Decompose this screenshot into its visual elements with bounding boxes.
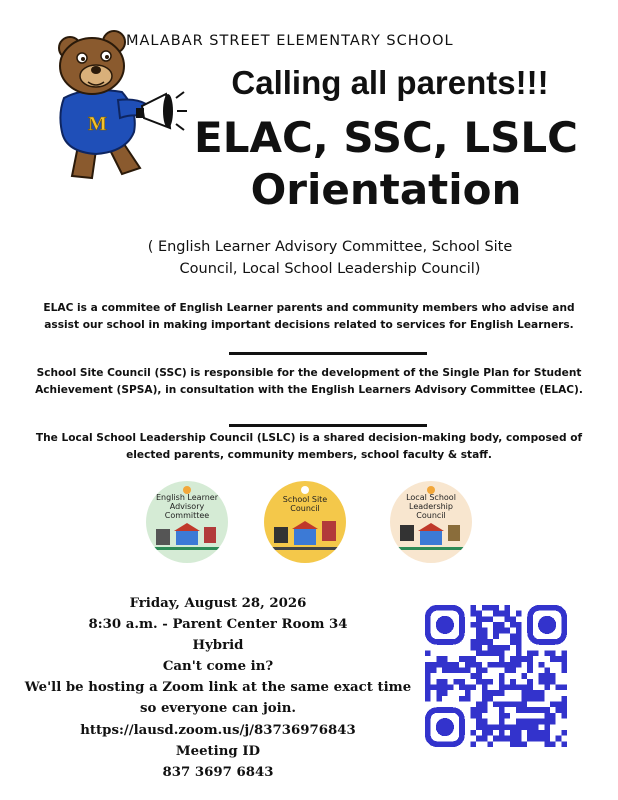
- divider-rule: [229, 352, 427, 355]
- elac-description: [20, 300, 598, 334]
- elac-line-1: ELAC is a commitee of English Learner parents and community members who advise and: [43, 302, 575, 314]
- sweater-letter: M: [88, 113, 107, 135]
- elac-badge: [146, 481, 228, 563]
- event-mode: Hybrid: [192, 638, 244, 654]
- elac-badge-label: English Learner Advisory Committee: [156, 493, 218, 520]
- subtitle: [100, 236, 560, 280]
- lslc-line-1: The Local School Leadership Council (LSLC) is a shared decision-making body, composed of: [35, 432, 583, 444]
- page-title: [176, 112, 596, 216]
- elac-line-2: assist our school in making important decisions related to services for English Learners.: [44, 319, 574, 331]
- ssc-badge-label: School Site Council: [282, 495, 328, 513]
- lslc-badge-label: Local School Leadership Council: [406, 493, 456, 520]
- meeting-id: 837 3697 6843: [162, 764, 274, 780]
- headline: Calling all parents!!!: [231, 64, 549, 101]
- lslc-description: [20, 430, 598, 464]
- event-time-location: 8:30 a.m. - Parent Center Room 34: [88, 617, 348, 633]
- lslc-line-2: elected parents, community members, school faculty & staff.: [126, 449, 492, 461]
- ssc-badge-art: [264, 481, 346, 563]
- meeting-id-label: Meeting ID: [175, 743, 261, 759]
- ssc-badge: [264, 481, 346, 563]
- zoom-line-1: We'll be hosting a Zoom link at the same exact time: [24, 680, 412, 696]
- ssc-description: [20, 365, 598, 399]
- school-name: MALABAR STREET ELEMENTARY SCHOOL: [126, 33, 454, 49]
- zoom-link[interactable]: https://lausd.zoom.us/j/83736976843: [80, 722, 356, 738]
- event-date: Friday, August 28, 2026: [129, 596, 307, 611]
- subtitle-line-2: Council, Local School Leadership Council): [179, 261, 481, 277]
- subtitle-line-1: ( English Learner Advisory Committee, School Site: [147, 239, 513, 255]
- event-details: [20, 593, 416, 783]
- ssc-line-1: School Site Council (SSC) is responsible for the development of the Single Plan for Student: [36, 367, 582, 379]
- title-line-1: ELAC, SSC, LSLC: [194, 113, 578, 162]
- bear-mascot-image: [26, 28, 190, 184]
- lslc-badge: [390, 481, 472, 563]
- zoom-line-2: so everyone can join.: [139, 701, 297, 717]
- qr-code[interactable]: [425, 605, 567, 747]
- title-line-2: Orientation: [250, 165, 522, 214]
- divider-rule: [229, 424, 427, 427]
- cant-come-text: Can't come in?: [162, 659, 274, 675]
- ssc-line-2: Achievement (SPSA), in consultation with the English Learners Advisory Committee (ELAC).: [35, 384, 583, 396]
